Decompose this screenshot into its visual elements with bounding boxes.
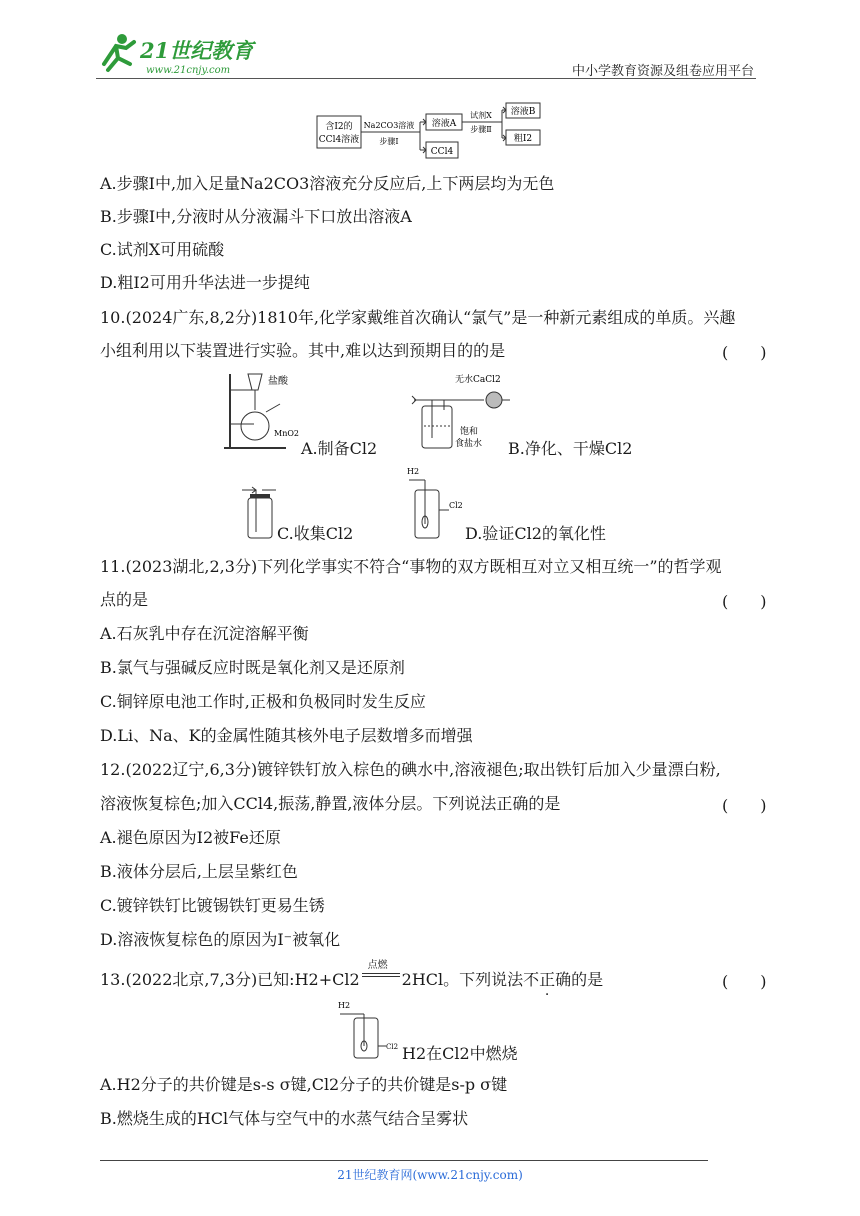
combustion-bottle-icon xyxy=(415,490,439,538)
flow-arrow1-bottom: 步骤Ⅰ xyxy=(379,137,399,146)
platform-name: 中小学教育资源及组卷应用平台 xyxy=(571,64,754,79)
label-cl2-d: Cl2 xyxy=(449,501,463,510)
q10-caption-c: C.收集Cl2 xyxy=(277,524,354,543)
reaction-condition xyxy=(360,960,402,991)
flow-box-ccl4-label: CCl4 xyxy=(430,147,454,157)
logo-url-text: www.21cnjy.com xyxy=(146,65,231,76)
q11-option-b: B.氯气与强碱反应时既是氧化剂又是还原剂 xyxy=(100,658,405,677)
label-brine-1: 饱和 xyxy=(460,427,479,437)
q13-stem xyxy=(100,960,604,991)
label-cl2-q13: Cl2 xyxy=(386,1043,399,1051)
q12-option-c: C.镀锌铁钉比镀锡铁钉更易生锈 xyxy=(100,896,325,915)
q11-answer-blank[interactable]: ( ) xyxy=(722,592,767,611)
q9-option-c: C.试剂X可用硫酸 xyxy=(100,240,225,259)
q12-option-d: D.溶液恢复棕色的原因为I⁻被氧化 xyxy=(100,930,341,949)
q12-answer-blank[interactable]: ( ) xyxy=(722,796,767,815)
footer-divider xyxy=(100,1160,708,1161)
q11-option-a: A.石灰乳中存在沉淀溶解平衡 xyxy=(100,624,309,643)
q11-option-d: D.Li、Na、K的金属性随其核外电子层数增多而增强 xyxy=(100,726,473,745)
q10-stem-line1: 10.(2024广东,8,2分)1810年,化学家戴维首次确认“氯气”是一种新元素组成的单质。兴趣 xyxy=(100,308,736,327)
q10-caption-d: D.验证Cl2的氧化性 xyxy=(465,524,606,543)
q11-stem-line2: 点的是 xyxy=(100,590,149,609)
round-flask-icon xyxy=(241,412,269,440)
logo-runner-body-icon xyxy=(104,42,134,70)
flow-arrow2-bottom: 步骤Ⅱ xyxy=(470,125,492,134)
label-cacl2: 无水CaCl2 xyxy=(455,375,501,385)
flow-box-crude-label: 粗I2 xyxy=(513,134,533,144)
q13-emphasis: 不正确 xyxy=(523,970,572,989)
apparatus-d-combustion xyxy=(405,464,467,540)
reaction-condition-label: 点燃 xyxy=(367,960,388,971)
wash-bottle-icon xyxy=(422,406,452,448)
flow-arrow2-top: 试剂X xyxy=(470,111,492,120)
q13-stem-post: 的是 xyxy=(571,970,604,989)
q12-stem-line2: 溶液恢复棕色;加入CCl4,振荡,静置,液体分层。下列说法正确的是 xyxy=(100,794,561,813)
q11-option-c: C.铜锌原电池工作时,正极和负极同时发生反应 xyxy=(100,692,426,711)
apparatus-h2-combustion xyxy=(336,998,402,1060)
q10-stem-line2: 小组利用以下装置进行实验。其中,难以达到预期目的的是 xyxy=(100,341,506,360)
q9-option-d: D.粗I2可用升华法进一步提纯 xyxy=(100,273,310,292)
q10-caption-a: A.制备Cl2 xyxy=(301,439,378,458)
label-h2-q13: H2 xyxy=(338,1001,351,1010)
logo-main-text: 21世纪教育 xyxy=(140,38,254,63)
q13-bottle-icon xyxy=(354,1018,378,1058)
q11-stem-line1: 11.(2023湖北,2,3分)下列化学事实不符合“事物的双方既相互对立又相互统一”的哲学观 xyxy=(100,557,722,576)
flow-arrow1-top: Na2CO3溶液 xyxy=(363,121,415,130)
flow-box-start-label-1: 含I2的 xyxy=(325,122,353,132)
label-mno2: MnO2 xyxy=(274,429,299,438)
q10-answer-blank[interactable]: ( ) xyxy=(722,343,767,362)
q13-figure-caption: H2在Cl2中燃烧 xyxy=(402,1044,518,1063)
q12-stem-line1: 12.(2022辽宁,6,3分)镀锌铁钉放入棕色的碘水中,溶液褪色;取出铁钉后加入少量漂白粉, xyxy=(100,760,721,779)
header-divider xyxy=(96,78,756,79)
q12-option-a: A.褪色原因为I2被Fe还原 xyxy=(100,828,281,847)
q13-stem-pre: 13.(2022北京,7,3分)已知:H2+Cl2 xyxy=(100,970,360,989)
page-header xyxy=(0,0,860,82)
gas-bottle-icon xyxy=(248,498,272,538)
apparatus-b-purifier xyxy=(410,372,512,454)
q10-caption-b: B.净化、干燥Cl2 xyxy=(508,439,633,458)
logo xyxy=(96,30,266,78)
apparatus-a-generator xyxy=(216,368,302,452)
flow-box-start-label-2: CCl4溶液 xyxy=(318,135,360,145)
q13-option-b: B.燃烧生成的HCl气体与空气中的水蒸气结合呈雾状 xyxy=(100,1109,469,1128)
q12-option-b: B.液体分层后,上层呈紫红色 xyxy=(100,862,298,881)
q13-answer-blank[interactable]: ( ) xyxy=(722,972,767,991)
flow-box-b-label: 溶液B xyxy=(510,107,536,117)
label-brine-2: 食盐水 xyxy=(455,439,483,449)
flow-box-a-label: 溶液A xyxy=(431,119,457,129)
logo-runner-head-icon xyxy=(117,34,127,44)
q13-stem-mid: 2HCl。下列说法 xyxy=(401,970,524,989)
footer-link[interactable]: 21世纪教育网(www.21cnjy.com) xyxy=(337,1168,523,1182)
label-hcl: 盐酸 xyxy=(268,376,288,387)
apparatus-c-collector xyxy=(240,484,278,540)
label-h2-d: H2 xyxy=(407,467,420,476)
q9-option-b: B.步骤Ⅰ中,分液时从分液漏斗下口放出溶液A xyxy=(100,207,412,226)
drying-tube-icon xyxy=(486,392,502,408)
separation-flowchart xyxy=(316,102,542,160)
q13-option-a: A.H2分子的共价键是s-s σ键,Cl2分子的共价键是s-p σ键 xyxy=(100,1075,508,1094)
q9-option-a: A.步骤Ⅰ中,加入足量Na2CO3溶液充分反应后,上下两层均为无色 xyxy=(100,174,555,193)
